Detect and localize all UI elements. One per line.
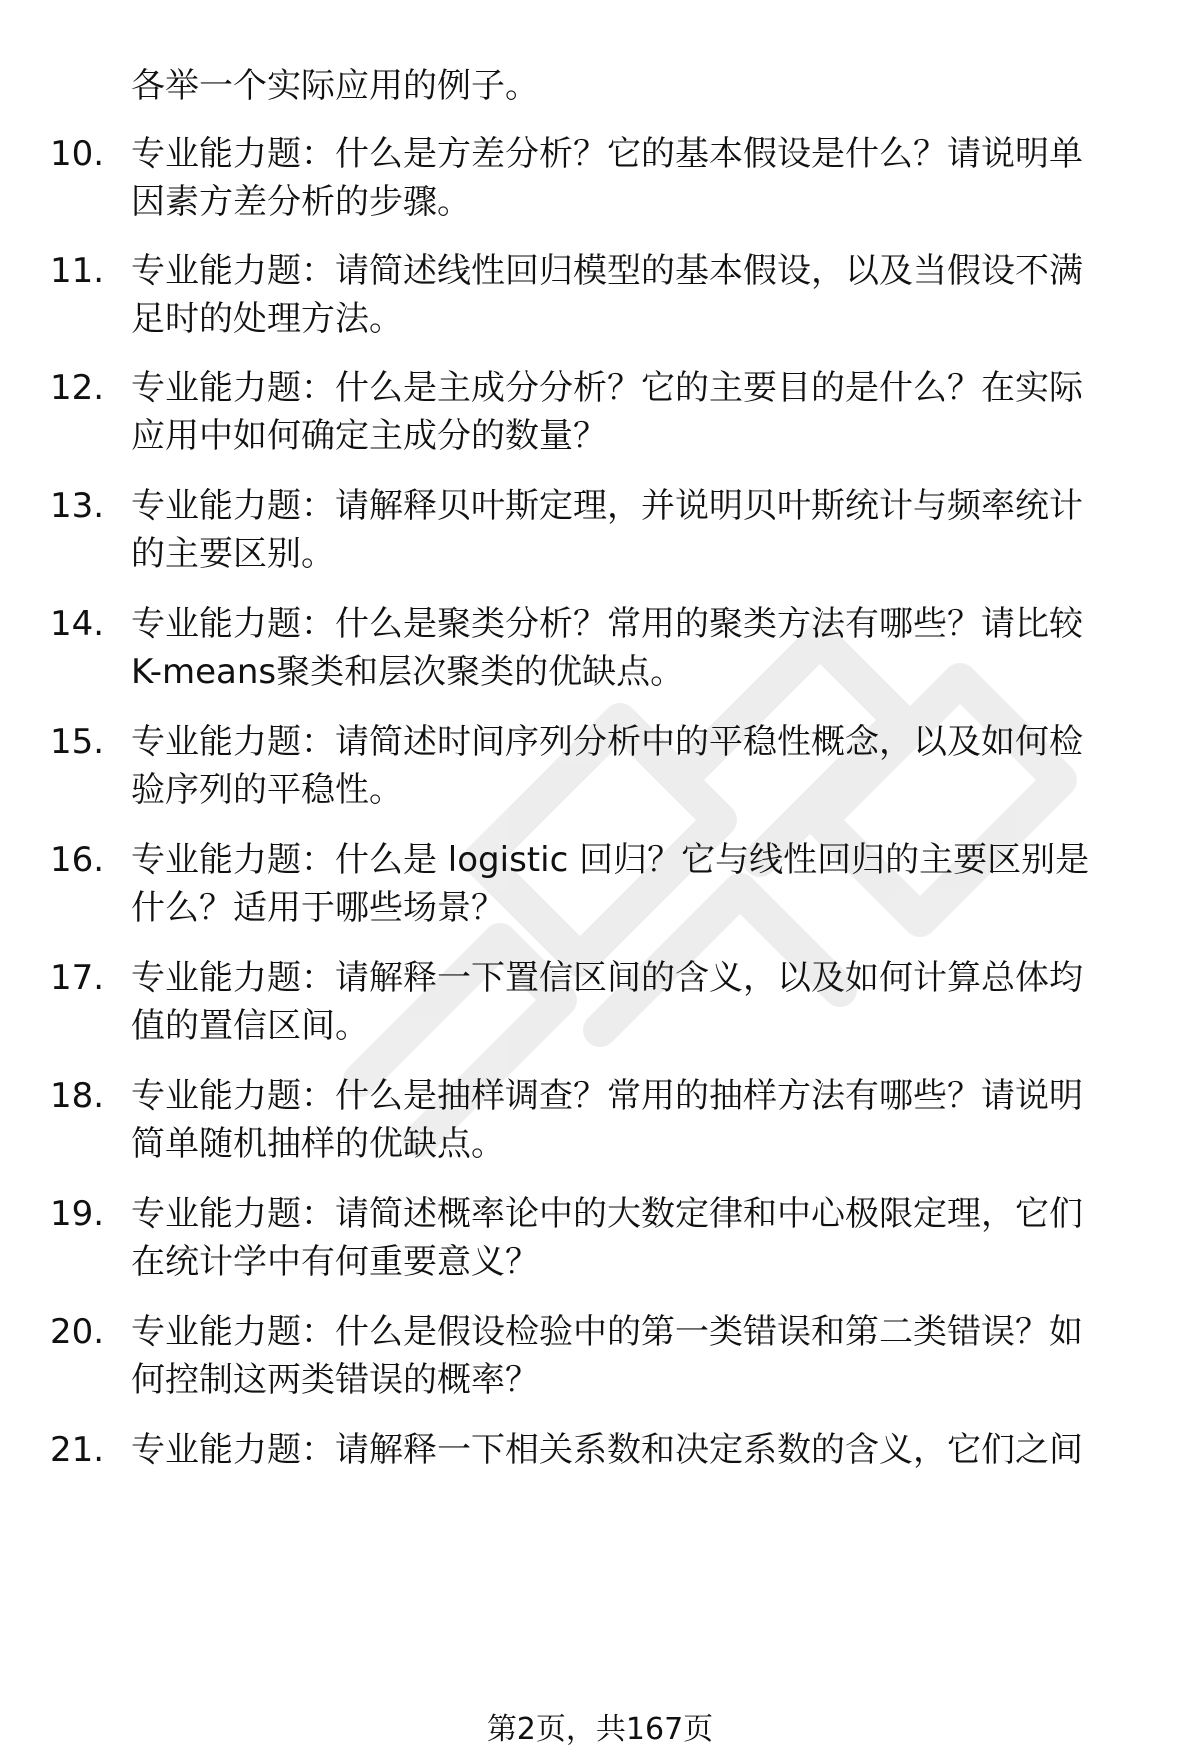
question-text: 专业能力题：请简述时间序列分析中的平稳性概念，以及如何检 验序列的平稳性。 — [131, 722, 1083, 810]
question-text: 专业能力题：什么是 logistic 回归？它与线性回归的主要区别是 什么？适用于哪些场景？ — [131, 840, 1090, 928]
question-number: 20. — [50, 1312, 105, 1352]
question-text: 专业能力题：什么是主成分分析？它的主要目的是什么？在实际 应用中如何确定主成分的数量？ — [131, 368, 1083, 456]
question-number: 15. — [50, 722, 105, 762]
question-number: 16. — [50, 840, 105, 880]
question-number: 14. — [50, 604, 105, 644]
question-text: 专业能力题：什么是假设检验中的第一类错误和第二类错误？如 何控制这两类错误的概率？ — [131, 1312, 1083, 1400]
question-number: 19. — [50, 1194, 105, 1234]
question-number: 21. — [50, 1430, 105, 1470]
question-text: 专业能力题：请解释一下相关系数和决定系数的含义，它们之间 — [131, 1430, 1083, 1470]
question-number: 17. — [50, 958, 105, 998]
question-text: 专业能力题：请解释贝叶斯定理，并说明贝叶斯统计与频率统计 的主要区别。 — [131, 486, 1083, 574]
question-text: 专业能力题：请简述概率论中的大数定律和中心极限定理，它们 在统计学中有何重要意义？ — [131, 1194, 1083, 1282]
continuation-text: 各举一个实际应用的例子。 — [131, 66, 539, 106]
question-text: 专业能力题：什么是抽样调查？常用的抽样方法有哪些？请说明 简单随机抽样的优缺点。 — [131, 1076, 1083, 1164]
question-text: 专业能力题：什么是聚类分析？常用的聚类方法有哪些？请比较 K-means聚类和层次聚类的优缺点。 — [131, 604, 1083, 692]
page-footer: 第2页，共167页 — [486, 1712, 714, 1747]
question-number: 11. — [50, 251, 105, 291]
question-text: 专业能力题：请解释一下置信区间的含义，以及如何计算总体均 值的置信区间。 — [131, 958, 1083, 1046]
question-text: 专业能力题：请简述线性回归模型的基本假设，以及当假设不满 足时的处理方法。 — [131, 251, 1083, 339]
question-text: 专业能力题：什么是方差分析？它的基本假设是什么？请说明单 因素方差分析的步骤。 — [131, 134, 1083, 222]
question-number: 13. — [50, 486, 105, 526]
question-number: 18. — [50, 1076, 105, 1116]
question-number: 12. — [50, 368, 105, 408]
question-number: 10. — [50, 134, 105, 174]
